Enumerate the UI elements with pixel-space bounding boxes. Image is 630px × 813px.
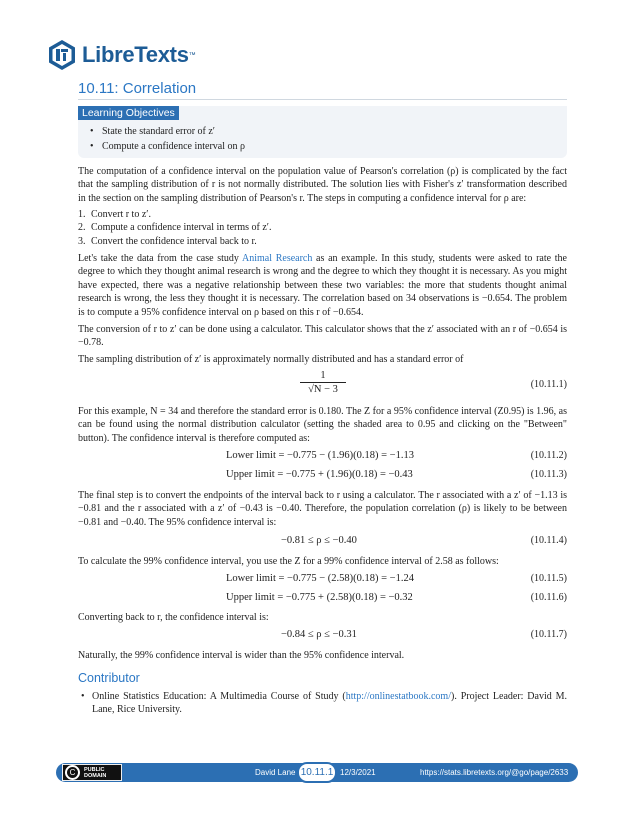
example-paragraph: For this example, N = 34 and therefore the standard error is 0.180. The Z for a 95% confidence interval (Z0.95) is 1.96, as can be found using the normal distribution calculator (setting the shaded area to 0.95 and clicking on the "Between" button). The confidence interval is therefore computed as: [78, 406, 567, 444]
libretexts-logo-icon [46, 39, 78, 71]
contributor-heading: Contributor [78, 671, 140, 685]
equation-lower-limit-99 [78, 573, 567, 587]
objective-item: • State the standard error of z′ [90, 124, 245, 139]
equation-number: (10.11.3) [530, 469, 567, 480]
equation-lower-limit-95 [78, 450, 567, 464]
equation-number: (10.11.6) [530, 592, 567, 603]
public-domain-label: PUBLIC DOMAIN [84, 766, 107, 779]
equation-number: (10.11.7) [530, 629, 567, 640]
formula-numerator: 1 [300, 370, 346, 383]
equation-text: −0.81 ≤ ρ ≤ −0.40 [281, 535, 357, 546]
step-item: 2. Compute a confidence interval in terms of z′. [78, 222, 272, 234]
conversion-paragraph: The conversion of r to z′ can be done using a calculator. This calculator shows that the z′ associated with an r of −0.654 is −0.78. [78, 324, 567, 349]
page-title: 10.11: Correlation [78, 80, 197, 97]
contributor-item: • Online Statistics Education: A Multimedia Course of Study (http://onlinestatbook.com/). Project Leader: David M. Lane, Rice University. [78, 690, 567, 717]
intro-paragraph: The computation of a confidence interval on the population value of Pearson's correlation (ρ) is complicated by the fact that the sampling distribution of r is not normally distributed. The solution lies with Fisher's z′ transformation described in the section on the sampling distribution of Pearson's r. The steps in computing a confidence interval for ρ are: [78, 166, 567, 204]
libretexts-logo[interactable] [46, 38, 196, 72]
equation-text: Lower limit = −0.775 − (1.96)(0.18) = −1.13 [226, 450, 414, 461]
equation-number: (10.11.5) [530, 573, 567, 584]
step-item: 3. Convert the confidence interval back to r. [78, 235, 257, 247]
case-study-paragraph: Let's take the data from the case study Animal Research as an example. In this study, students were asked to rate the degree to which they thought animal research is wrong and the degree to which they thought it is necessary. As you might have expected, there was a negative relationship between these two variables: the more that students thought animal research is wrong, the less they thought it is necessary. The correlation based on 34 observations is −0.654. The problem is to compute a 95% confidence interval on ρ based on this r of −0.654. [78, 253, 567, 318]
learning-objectives-label: Learning Objectives [78, 106, 179, 120]
steps-list [78, 208, 567, 248]
equation-text: Upper limit = −0.775 + (1.96)(0.18) = −0.43 [226, 469, 413, 480]
equation-number: (10.11.4) [530, 535, 567, 546]
equation-number: (10.11.1) [530, 379, 567, 390]
footer-page-number: 10.11.1 [297, 762, 337, 783]
equation-text: Upper limit = −0.775 + (2.58)(0.18) = −0.32 [226, 592, 413, 603]
converting-back-paragraph: Converting back to r, the confidence interval is: [78, 612, 269, 623]
sampling-paragraph: The sampling distribution of z′ is approximately normally distributed and has a standard error of [78, 354, 464, 365]
footer-url[interactable]: https://stats.libretexts.org/@go/page/2633 [420, 768, 569, 777]
equation-99-interval [78, 629, 567, 643]
equation-95-interval [78, 535, 567, 549]
endpoints-paragraph: The final step is to convert the endpoints of the interval back to r using a calculator. The r associated with a z′ of −1.13 is −0.81 and the r associated with a z′ of −0.43 is −0.40. Therefore, the population correlation (ρ) is likely to be between −0.81 and −0.40. The 95% confidence interval is: [78, 490, 567, 528]
formula-denominator: √N − 3 [308, 384, 338, 395]
objective-item: • Compute a confidence interval on ρ [90, 139, 245, 154]
equation-number-row [78, 379, 567, 393]
footer-author: David Lane [255, 768, 296, 777]
animal-research-link[interactable]: Animal Research [242, 253, 313, 264]
logo-text: LibreTexts [82, 42, 189, 67]
conclusion-paragraph: Naturally, the 99% confidence interval is wider than the 95% confidence interval. [78, 650, 405, 661]
equation-text: Lower limit = −0.775 − (2.58)(0.18) = −1.24 [226, 573, 414, 584]
learning-objectives-list [90, 124, 245, 154]
footer-date: 12/3/2021 [340, 768, 376, 777]
logo-trademark: ™ [188, 51, 196, 59]
ninety-nine-paragraph: To calculate the 99% confidence interval, you use the Z for a 99% confidence interval of 2.58 as follows: [78, 556, 499, 567]
equation-upper-limit-99 [78, 592, 567, 606]
step-item: 1. Convert r to z′. [78, 209, 151, 220]
equation-upper-limit-95 [78, 469, 567, 483]
public-domain-badge[interactable] [62, 764, 122, 781]
public-domain-icon: C [65, 765, 80, 780]
onlinestatbook-link[interactable]: http://onlinestatbook.com/ [345, 691, 451, 702]
equation-text: −0.84 ≤ ρ ≤ −0.31 [281, 629, 357, 640]
equation-number: (10.11.2) [530, 450, 567, 461]
title-divider [78, 99, 567, 100]
